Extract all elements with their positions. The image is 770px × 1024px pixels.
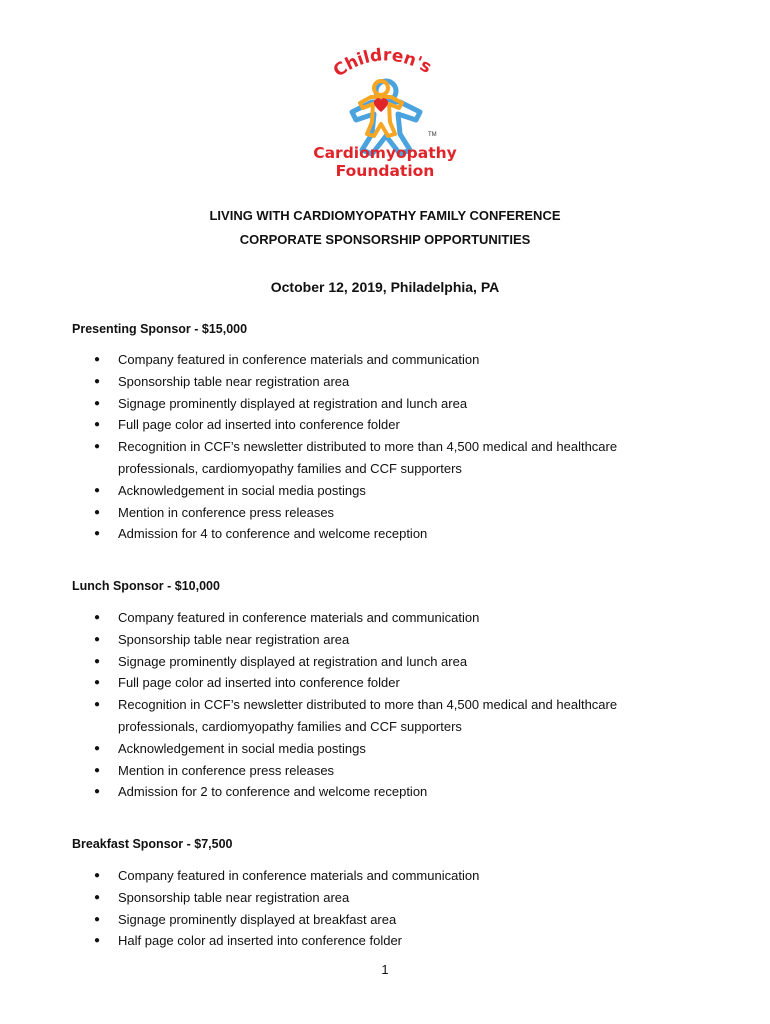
benefit-list (72, 349, 692, 545)
page-number: 1 (381, 962, 389, 977)
section-title: Breakfast Sponsor - $7,500 (72, 837, 233, 851)
document-subtitle: CORPORATE SPONSORSHIP OPPORTUNITIES (239, 232, 531, 247)
list-item: ● Half page color ad inserted into conference folder (72, 930, 692, 952)
logo-line3: Foundation (335, 162, 435, 180)
event-date-location: October 12, 2019, Philadelphia, PA (270, 279, 500, 295)
list-item: ● Full page color ad inserted into conference folder (72, 414, 692, 436)
list-item: ● Sponsorship table near registration area (72, 629, 692, 651)
list-item: ● Signage prominently displayed at registration and lunch area (72, 393, 692, 415)
logo-line2: Cardiomyopathy (313, 144, 457, 162)
list-item: ● Acknowledgement in social media postings (72, 480, 692, 502)
list-item: ● Full page color ad inserted into conference folder (72, 672, 692, 694)
benefit-list (72, 865, 692, 952)
list-item: ● Acknowledgement in social media postings (72, 738, 692, 760)
list-item: ● Signage prominently displayed at breakfast area (72, 909, 692, 931)
list-item: ● Admission for 2 to conference and welcome reception (72, 781, 692, 803)
list-item: ● Company featured in conference materials and communication (72, 349, 692, 371)
document-title: LIVING WITH CARDIOMYOPATHY FAMILY CONFERENCE (209, 208, 561, 223)
list-item: ● Sponsorship table near registration area (72, 887, 692, 909)
list-item: ● Mention in conference press releases (72, 502, 692, 524)
list-item: ● Admission for 4 to conference and welcome reception (72, 523, 692, 545)
logo-line1-path: Children's (329, 45, 435, 82)
list-item: ● Recognition in CCF’s newsletter distributed to more than 4,500 medical and healthcare professionals, cardiomyopathy families and CCF supporters (72, 436, 692, 480)
list-item: ● Company featured in conference materials and communication (72, 865, 692, 887)
ccf-logo (300, 42, 470, 182)
section-title: Lunch Sponsor - $10,000 (72, 579, 220, 593)
list-item: ● Signage prominently displayed at registration and lunch area (72, 651, 692, 673)
ccf-logo-graphic (300, 42, 470, 182)
list-item: ● Recognition in CCF’s newsletter distributed to more than 4,500 medical and healthcare professionals, cardiomyopathy families and CCF supporters (72, 694, 692, 738)
list-item: ● Company featured in conference materials and communication (72, 607, 692, 629)
list-item: ● Sponsorship table near registration area (72, 371, 692, 393)
benefit-list (72, 607, 692, 803)
list-item: ● Mention in conference press releases (72, 760, 692, 782)
section-title: Presenting Sponsor - $15,000 (72, 322, 248, 336)
logo-line1 (330, 45, 435, 81)
logo-tm: TM (428, 132, 437, 138)
